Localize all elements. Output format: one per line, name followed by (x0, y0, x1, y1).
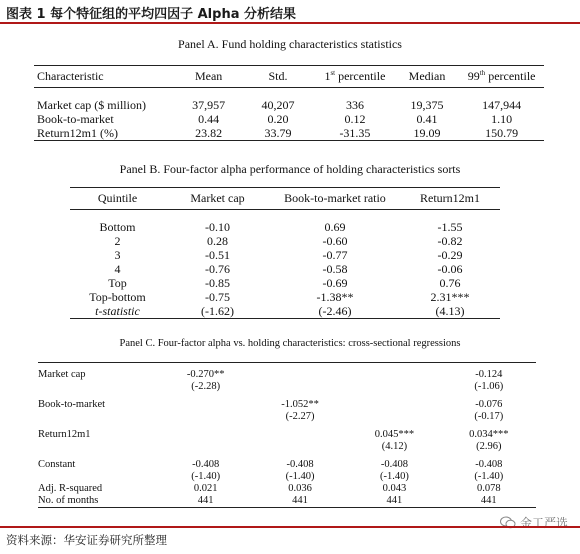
watermark-text: 金工严选 (519, 516, 568, 530)
table-row: Market cap -0.270** -0.124 (38, 369, 503, 380)
panel-c-table (38, 362, 536, 508)
watermark (500, 514, 568, 531)
table-row: Return12m1 0.045*** 0.034*** (38, 429, 509, 440)
col-header-median: Median (395, 66, 459, 88)
figure-title: 图表 1 每个特征组的平均四因子 Alpha 分析结果 (6, 7, 296, 22)
col-header-1st-percentile: 1st percentile (315, 66, 395, 88)
table-row: (-2.27) (-0.17) (285, 411, 504, 422)
table-row: Book-to-market -1.052** -0.076 (38, 399, 503, 410)
table-row: Top -0.85 -0.69 0.76 (108, 276, 461, 290)
table-row: (4.12) (2.96) (381, 441, 502, 452)
table-row: 4 -0.76 -0.58 -0.06 (114, 262, 463, 276)
table-row: Top-bottom -0.75 -1.38** 2.31*** (89, 290, 470, 304)
panel-a-table (34, 65, 544, 141)
top-rule (0, 22, 580, 24)
table-row: Return12m1 (%) 23.82 33.79 -31.35 19.09 150.79 (34, 126, 544, 141)
table-row: Adj. R-squared 0.021 0.036 0.043 0.078 (38, 483, 501, 494)
table-row: (-1.40) (-1.40) (-1.40) (-1.40) (191, 471, 504, 482)
table-row: No. of months 441 441 441 441 (38, 495, 536, 508)
table-row: Constant -0.408 -0.408 -0.408 -0.408 (38, 459, 503, 470)
col-header-characteristic: Characteristic (34, 66, 176, 88)
col-header-mean: Mean (176, 66, 240, 88)
panel-c-title: Panel C. Four-factor alpha vs. holding characteristics: cross-sectional regressions (119, 338, 461, 349)
table-row: Book-to-market 0.44 0.20 0.12 0.41 1.10 (37, 112, 513, 126)
col-header-return12m1: Return12m1 (400, 188, 500, 210)
table-row: 3 -0.51 -0.77 -0.29 (114, 248, 463, 262)
col-header-99th-percentile: 99th percentile (459, 66, 544, 88)
table-row: Market cap ($ million) 37,957 40,207 336 19,375 147,944 (37, 98, 522, 112)
col-header-quintile: Quintile (70, 188, 165, 210)
panel-b-title: Panel B. Four-factor alpha performance of holding characteristics sorts (119, 162, 461, 176)
panel-b-table (70, 187, 500, 319)
table-row: Bottom -0.10 0.69 -1.55 (99, 220, 463, 234)
bottom-rule (0, 526, 580, 528)
table-row: 2 0.28 -0.60 -0.82 (114, 234, 463, 248)
panel-a-title: Panel A. Fund holding characteristics statistics (178, 37, 402, 51)
col-header-market-cap: Market cap (165, 188, 270, 210)
source-note: 资料来源：华安证券研究所整理 (6, 533, 167, 547)
col-header-book-to-market: Book-to-market ratio (270, 188, 400, 210)
table-row: t-statistic (-1.62) (-2.46) (4.13) (70, 304, 500, 319)
table-row: (-2.28) (-1.06) (191, 381, 504, 392)
col-header-std: Std. (241, 66, 315, 88)
